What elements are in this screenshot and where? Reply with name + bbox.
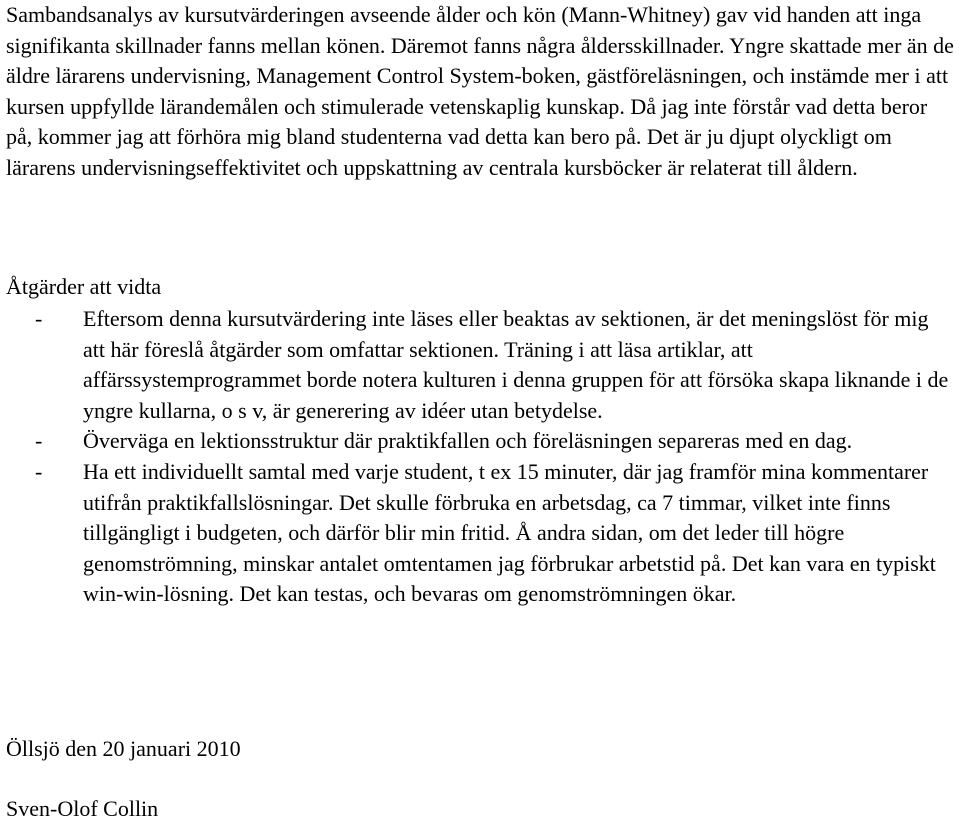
action-item — [6, 304, 954, 426]
signature-name: Sven-Olof Collin — [6, 796, 159, 821]
actions-list — [6, 304, 954, 610]
actions-heading: Åtgärder att vidta — [6, 274, 162, 299]
action-bullet: - — [35, 458, 43, 484]
place-date: Öllsjö den 20 januari 2010 — [6, 736, 241, 761]
action-bullet: - — [35, 428, 43, 454]
document-page — [6, 0, 954, 821]
action-item — [6, 426, 954, 457]
intro-paragraph: Sambandsanalys av kursutvärderingen avseende ålder och kön (Mann-Whitney) gav vid handen att inga signifikanta skillnader fanns mellan könen. Däremot fanns några åldersskillnader. Yngre skattade mer än de äldre lärarens undervisning, Management Control System-boken, gästföreläsningen, och instämde mer i att kursen uppfyllde lärandemålen och stimulerade vetenskaplig kunskap. Då jag inte förstår vad detta beror på, kommer jag att förhöra mig bland studenterna vad detta kan bero på. Det är ju djupt olyckligt om lärarens undervisningseffektivitet och uppskattning av centrala kursböcker är relaterat till åldern. — [6, 2, 954, 180]
action-text: Eftersom denna kursutvärdering inte läses eller beaktas av sektionen, är det meningslöst för mig att här föreslå åtgärder som omfattar sektionen. Träning i att läsa artiklar, att affärssystemprogrammet borde notera kulturen i denna gruppen för att försöka skapa liknande i de yngre kullarna, o s v, är generering av idéer utan betydelse. — [83, 306, 949, 423]
action-bullet: - — [35, 306, 43, 331]
action-item — [6, 457, 954, 610]
action-text: Överväga en lektionsstruktur där praktikfallen och föreläsningen separeras med en dag. — [83, 428, 853, 454]
action-text: Ha ett individuellt samtal med varje student, t ex 15 minuter, där jag framför mina kommentarer utifrån praktikfallslösningar. Det skulle förbruka en arbetsdag, ca 7 timmar, vilket inte finns tillgängligt i budgeten, och därför blir min fritid. Å andra sidan, om det leder till högre genomströmning, minskar antalet omtentamen jag förbrukar arbetstid på. Det kan vara en typiskt win-win-lösning. Det kan testas, och bevaras om genomströmningen ökar. — [83, 458, 936, 607]
